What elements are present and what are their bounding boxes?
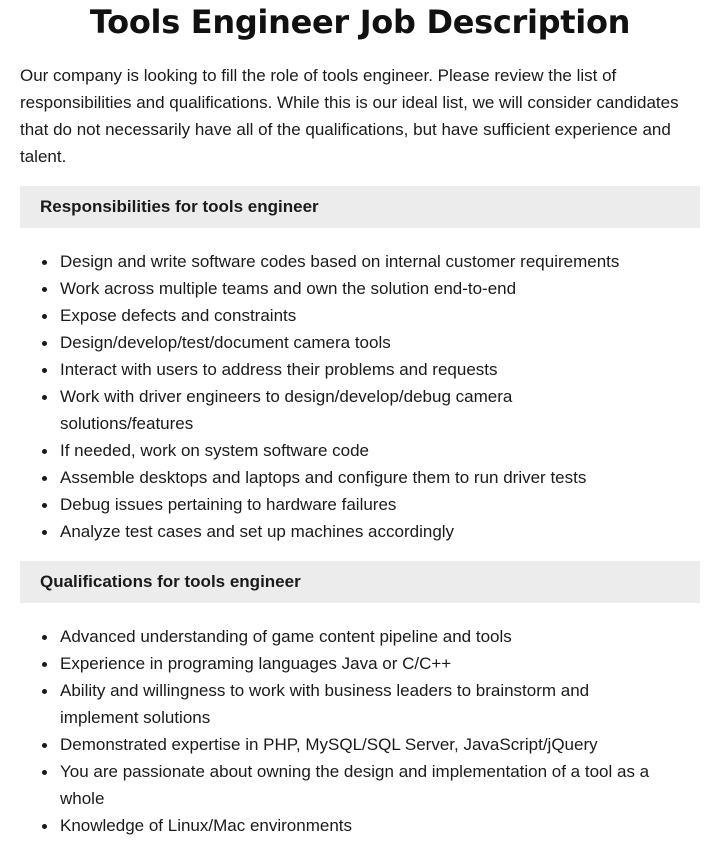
responsibilities-heading: Responsibilities for tools engineer [20,186,700,228]
list-item: Expose defects and constraints [60,302,700,329]
bullet-icon [42,449,47,454]
bullet-icon [42,368,47,373]
list-item: Advanced understanding of game content pipeline and tools [60,623,700,650]
list-item: Ability and willingness to work with business leaders to brainstorm and implement solutions [60,677,700,731]
bullet-icon [42,314,47,319]
responsibilities-list [20,248,700,545]
list-item: Knowledge of Linux/Mac environments [60,812,700,839]
list-item: If needed, work on system software code [60,437,700,464]
list-item: Debug issues pertaining to hardware failures [60,491,700,518]
bullet-icon [42,824,47,829]
bullet-icon [42,476,47,481]
list-item: Design and write software codes based on internal customer requirements [60,248,700,275]
bullet-icon [42,635,47,640]
bullet-icon [42,662,47,667]
bullet-icon [42,287,47,292]
bullet-icon [42,530,47,535]
list-item: Assemble desktops and laptops and configure them to run driver tests [60,464,700,491]
bullet-icon [42,743,47,748]
list-item: Experience in programing languages Java or C/C++ [60,650,700,677]
list-item: Work across multiple teams and own the solution end-to-end [60,275,700,302]
bullet-icon [42,689,47,694]
bullet-icon [42,395,47,400]
list-item: Analyze test cases and set up machines accordingly [60,518,700,545]
list-item: You are passionate about owning the design and implementation of a tool as a whole [60,758,700,812]
page-title: Tools Engineer Job Description [89,3,631,41]
bullet-icon [42,770,47,775]
list-item: Design/develop/test/document camera tools [60,329,700,356]
qualifications-heading: Qualifications for tools engineer [20,561,700,603]
bullet-icon [42,260,47,265]
intro-paragraph: Our company is looking to fill the role of tools engineer. Please review the list of responsibilities and qualifications. While this is our ideal list, we will consider candidates that do not necessarily have all of the qualifications, but have sufficient experience and talent. [20,66,679,166]
list-item: Work with driver engineers to design/develop/debug camera solutions/features [60,383,700,437]
bullet-icon [42,341,47,346]
list-item: Demonstrated expertise in PHP, MySQL/SQL Server, JavaScript/jQuery [60,731,700,758]
bullet-icon [42,503,47,508]
qualifications-list [20,623,700,839]
list-item: Interact with users to address their problems and requests [60,356,700,383]
